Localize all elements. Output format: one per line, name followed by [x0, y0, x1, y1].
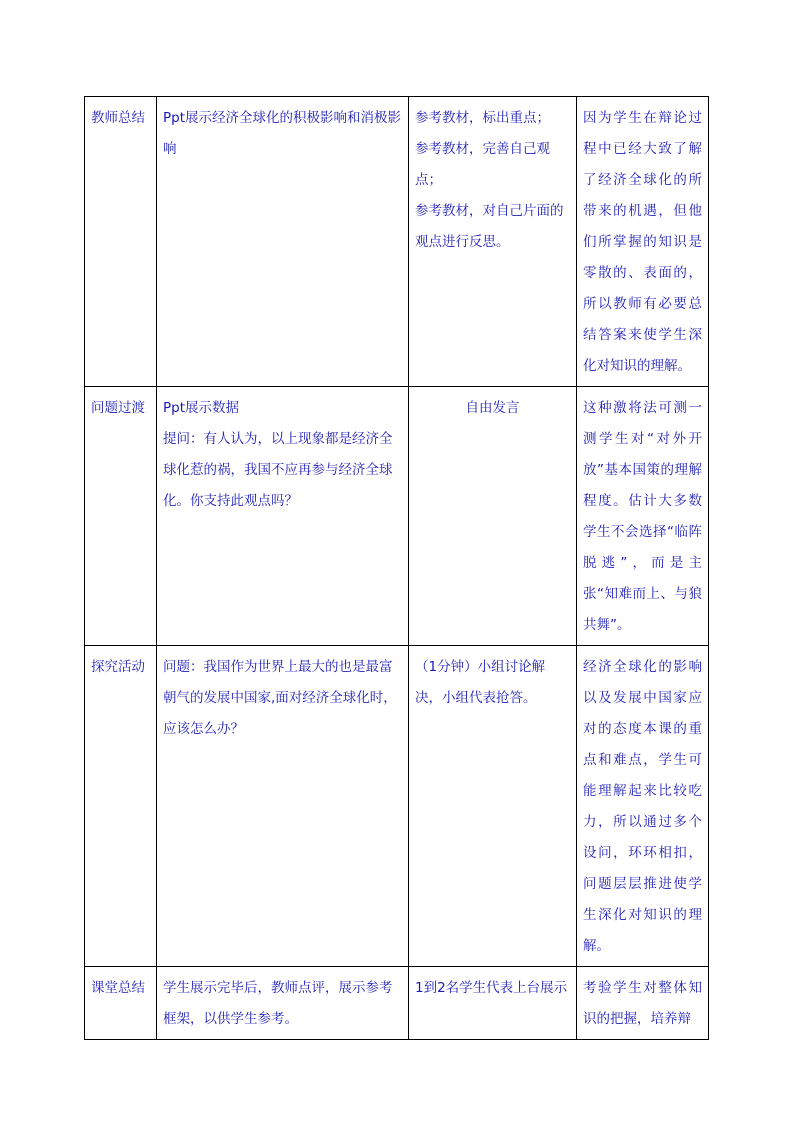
- teacher-activity-cell: [157, 967, 409, 1040]
- teacher-activity-line: 学生展示完毕后，教师点评，展示参考框架，以供学生参考。: [163, 980, 393, 1027]
- table-row-teacher-summary: [85, 97, 709, 387]
- student-activity-cell: [409, 97, 577, 387]
- design-intent-cell: 这种激将法可测一测学生对“对外开放”基本国策的理解程度。估计大多数学生不会选择“临阵脱逃”，而是主张“知难而上、与狼共舞”。: [577, 387, 709, 646]
- teacher-activity-cell: [157, 97, 409, 387]
- teacher-activity-line: 问题：我国作为世界上最大的也是最富朝气的发展中国家,面对经济全球化时，应该怎么办？: [163, 659, 397, 737]
- stage-cell: 课堂总结: [85, 967, 157, 1040]
- student-activity-cell: [409, 967, 577, 1040]
- student-activity-cell: [409, 387, 577, 646]
- lesson-plan-table: [84, 96, 709, 1040]
- student-activity-line: 自由发言: [465, 400, 520, 416]
- teacher-activity-line: Ppt展示经济全球化的积极影响和消极影响: [163, 110, 402, 157]
- table-row-class-summary: [85, 967, 709, 1040]
- teacher-activity-line: 提问：有人认为，以上现象都是经济全球化惹的祸，我国不应再参与经济全球化。你支持此观点吗？: [163, 431, 393, 509]
- student-activity-line: 参考教材，完善自己观点；: [415, 141, 550, 188]
- design-intent-cell: 考验学生对整体知识的把握，培养辩: [577, 967, 709, 1040]
- student-activity-line: 参考教材，对自己片面的观点进行反思。: [415, 203, 564, 250]
- teacher-activity-line: Ppt展示数据: [163, 400, 240, 416]
- table-row-exploration-activity: [85, 646, 709, 967]
- student-activity-line: 1到2名学生代表上台展示: [415, 980, 568, 996]
- design-intent-cell: 因为学生在辩论过程中已经大致了解了经济全球化的所带来的机遇，但他们所掌握的知识是零散的、表面的，所以教师有必要总结答案来使学生深化对知识的理解。: [577, 97, 709, 387]
- student-activity-line: （1分钟）小组讨论解决，小组代表抢答。: [415, 659, 546, 706]
- student-activity-line: 参考教材，标出重点；: [415, 110, 550, 126]
- table-row-question-transition: [85, 387, 709, 646]
- student-activity-cell: [409, 646, 577, 967]
- stage-cell: 教师总结: [85, 97, 157, 387]
- design-intent-cell: 经济全球化的影响以及发展中国家应对的态度本课的重点和难点，学生可能理解起来比较吃力，所以通过多个设问，环环相扣，问题层层推进使学生深化对知识的理解。: [577, 646, 709, 967]
- stage-cell: 探究活动: [85, 646, 157, 967]
- teacher-activity-cell: [157, 387, 409, 646]
- teacher-activity-cell: [157, 646, 409, 967]
- stage-cell: 问题过渡: [85, 387, 157, 646]
